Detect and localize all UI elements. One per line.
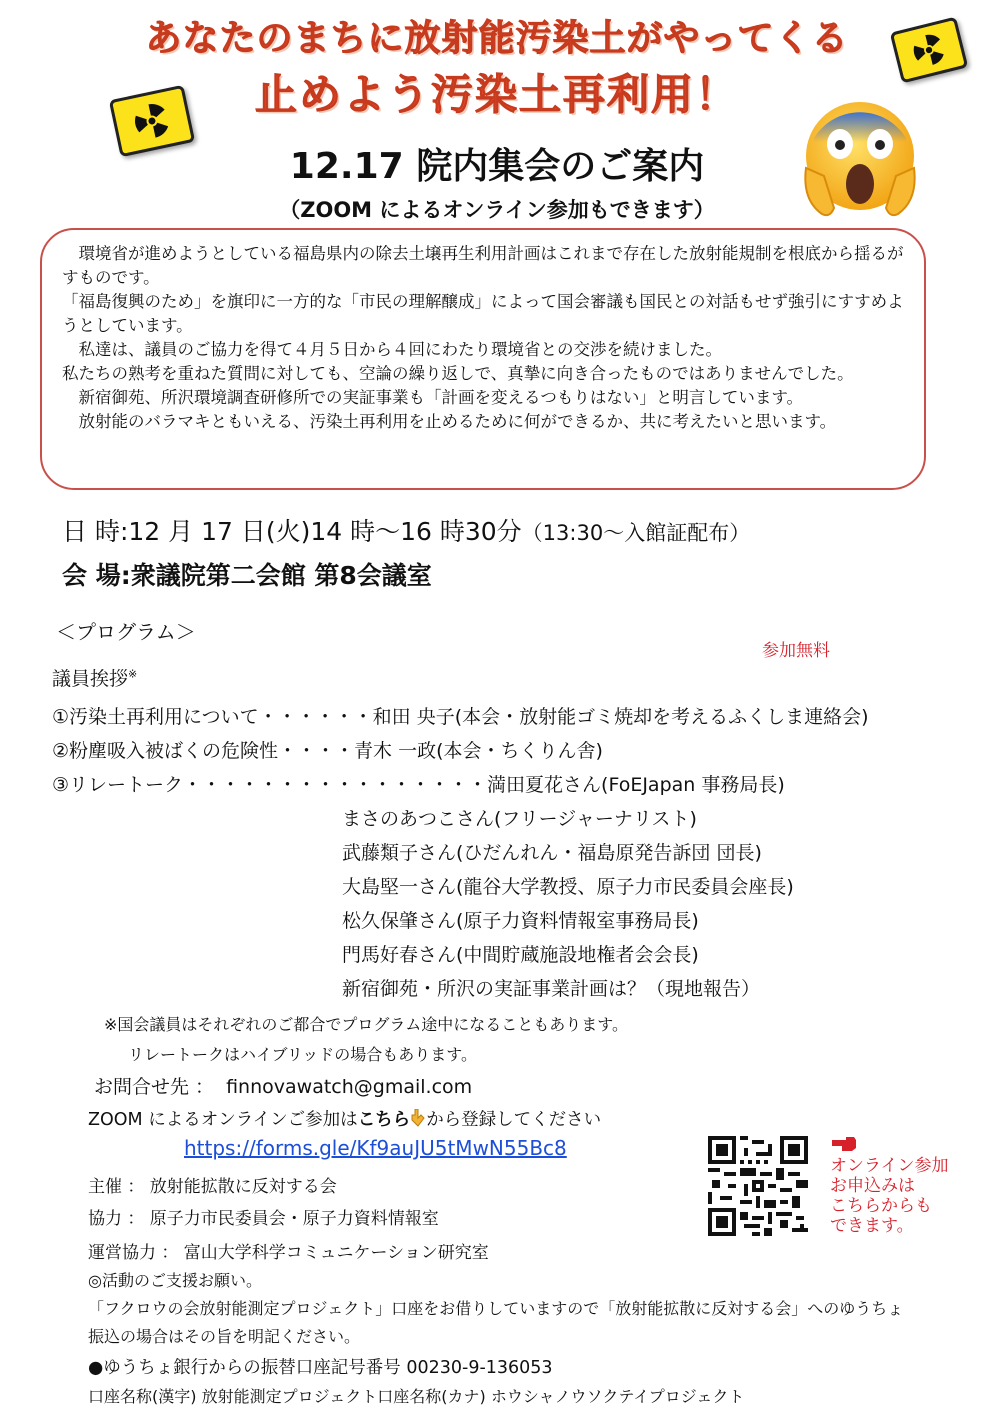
relay-speaker: 武藤類子さん(ひだんれん・福島原発告訴団 団長): [342, 842, 762, 864]
support-account-number: ●ゆうちょ銀行からの振替口座記号番号 00230-9-136053: [88, 1358, 553, 1378]
datetime-note: （13:30～入館証配布）: [521, 521, 751, 545]
program-item: ②粉塵吸入被ばくの危険性・・・・青木 一政(本会・ちくりん舎): [52, 740, 603, 762]
relay-speaker: まさのあつこさん(フリージャーナリスト): [342, 808, 697, 830]
qr-note-line: お申込みは: [830, 1176, 915, 1196]
program-item: ③リレートーク・・・・・・・・・・・・・・・・満田夏花さん(FoEJapan 事務局長): [52, 774, 785, 796]
zoom-instruction: [88, 1106, 601, 1131]
relay-speaker: 門馬好春さん(中間貯蔵施設地権者会会長): [342, 944, 699, 966]
relay-speaker: 新宿御苑・所沢の実証事業計画は？（現地報告）: [342, 978, 761, 1000]
qr-code-icon[interactable]: [708, 1136, 808, 1240]
organizer-host: 主催 ： 放射能拡散に反対する会: [88, 1177, 337, 1197]
headline-line1: あなたのまちに放射能汚染土がやってくる: [145, 18, 849, 59]
qr-note: [830, 1156, 980, 1236]
qr-note-line: できます。: [830, 1216, 914, 1236]
intro-paragraph: 新宿御苑、所沢環境調査研修所での実証事業も「計画を変えるつもりはない」と明言しています。: [62, 388, 804, 407]
page-title: 12.17 院内集会のご案内: [289, 146, 705, 187]
support-line: 「フクロウの会放射能測定プロジェクト」口座をお借りしていますので「放射能拡散に反対する会」へのゆうちょ: [88, 1299, 904, 1318]
program-greeting: [52, 664, 137, 691]
intro-box: [40, 228, 926, 490]
pointing-down-icon: [410, 1109, 426, 1127]
program-item: ①汚染土再利用について・・・・・・和田 央子(本会・放射能ゴミ焼却を考えるふくしま連絡会): [52, 706, 869, 728]
event-datetime: [62, 512, 750, 548]
support-account-name: 口座名称(漢字) 放射能測定プロジェクト口座名称(カナ) ホウシャノウソクテイプロジェクト: [88, 1387, 745, 1406]
event-venue: 会 場:衆議院第二会館 第8会議室: [62, 561, 432, 590]
program-heading: ＜プログラム＞: [56, 620, 196, 644]
headline-line2: 止めよう汚染土再利用！: [254, 70, 739, 119]
greeting-label: 議員挨拶: [52, 668, 129, 690]
intro-paragraph: 私達は、議員のご協力を得て４月５日から４回にわたり環境省との交渉を続けました。: [62, 340, 722, 359]
support-line: ◎活動のご支援お願い。: [88, 1271, 262, 1290]
intro-paragraph: 「福島復興のため」を旗印に一方的な「市民の理解醸成」によって国会審議も国民との対話もせず強引にすすめようとしています。: [62, 292, 904, 335]
relay-speaker: 松久保肇さん(原子力資料情報室事務局長): [342, 910, 699, 932]
free-admission-badge: 参加無料: [762, 641, 830, 661]
registration-link[interactable]: https://forms.gle/Kf9auJU5tMwN55Bc8: [184, 1136, 567, 1160]
program-note: リレートークはハイブリッドの場合もあります。: [128, 1045, 477, 1064]
relay-speaker: 大島堅一さん(龍谷大学教授、原子力市民委員会座長): [342, 876, 794, 898]
qr-note-line: こちらからも: [830, 1196, 932, 1216]
greeting-note-mark: ※: [128, 667, 138, 681]
organizer-operation: 運営協力 ： 富山大学科学コミュニケーション研究室: [88, 1243, 489, 1263]
datetime-main: 日 時:12 月 17 日(火)14 時～16 時30分: [62, 517, 522, 546]
intro-paragraph: 私たちの熟考を重ねた質問に対しても、空論の繰り返しで、真摯に向き合ったものではありませんでした。: [62, 364, 854, 383]
intro-paragraph: 放射能のバラマキともいえる、汚染土再利用を止めるために何ができるか、共に考えたいと思います。: [62, 412, 837, 431]
zoom-link-word[interactable]: こちら: [357, 1110, 411, 1130]
contact-label: お問合せ先 ：: [94, 1076, 215, 1098]
contact-email[interactable]: finnovawatch@gmail.com: [226, 1076, 473, 1098]
support-line: 振込の場合はその旨を明記ください。: [88, 1327, 361, 1346]
contact-line: [94, 1072, 472, 1099]
zoom-text-after: から登録してください: [426, 1110, 602, 1130]
intro-paragraph: 環境省が進めようとしている福島県内の除去土壌再生利用計画はこれまで存在した放射能規制を根底から揺るがすものです。: [62, 244, 904, 287]
zoom-text-before: ZOOM によるオンラインご参加は: [88, 1110, 358, 1130]
qr-note-line: オンライン参加: [830, 1156, 949, 1176]
page-subtitle: （ZOOM によるオンライン参加もできます）: [279, 198, 715, 222]
organizer-cooperation: 協力 ： 原子力市民委員会・原子力資料情報室: [88, 1209, 439, 1229]
pointing-hand-icon: [832, 1136, 856, 1155]
program-note: ※国会議員はそれぞれのご都合でプログラム途中になることもあります。: [104, 1015, 628, 1034]
